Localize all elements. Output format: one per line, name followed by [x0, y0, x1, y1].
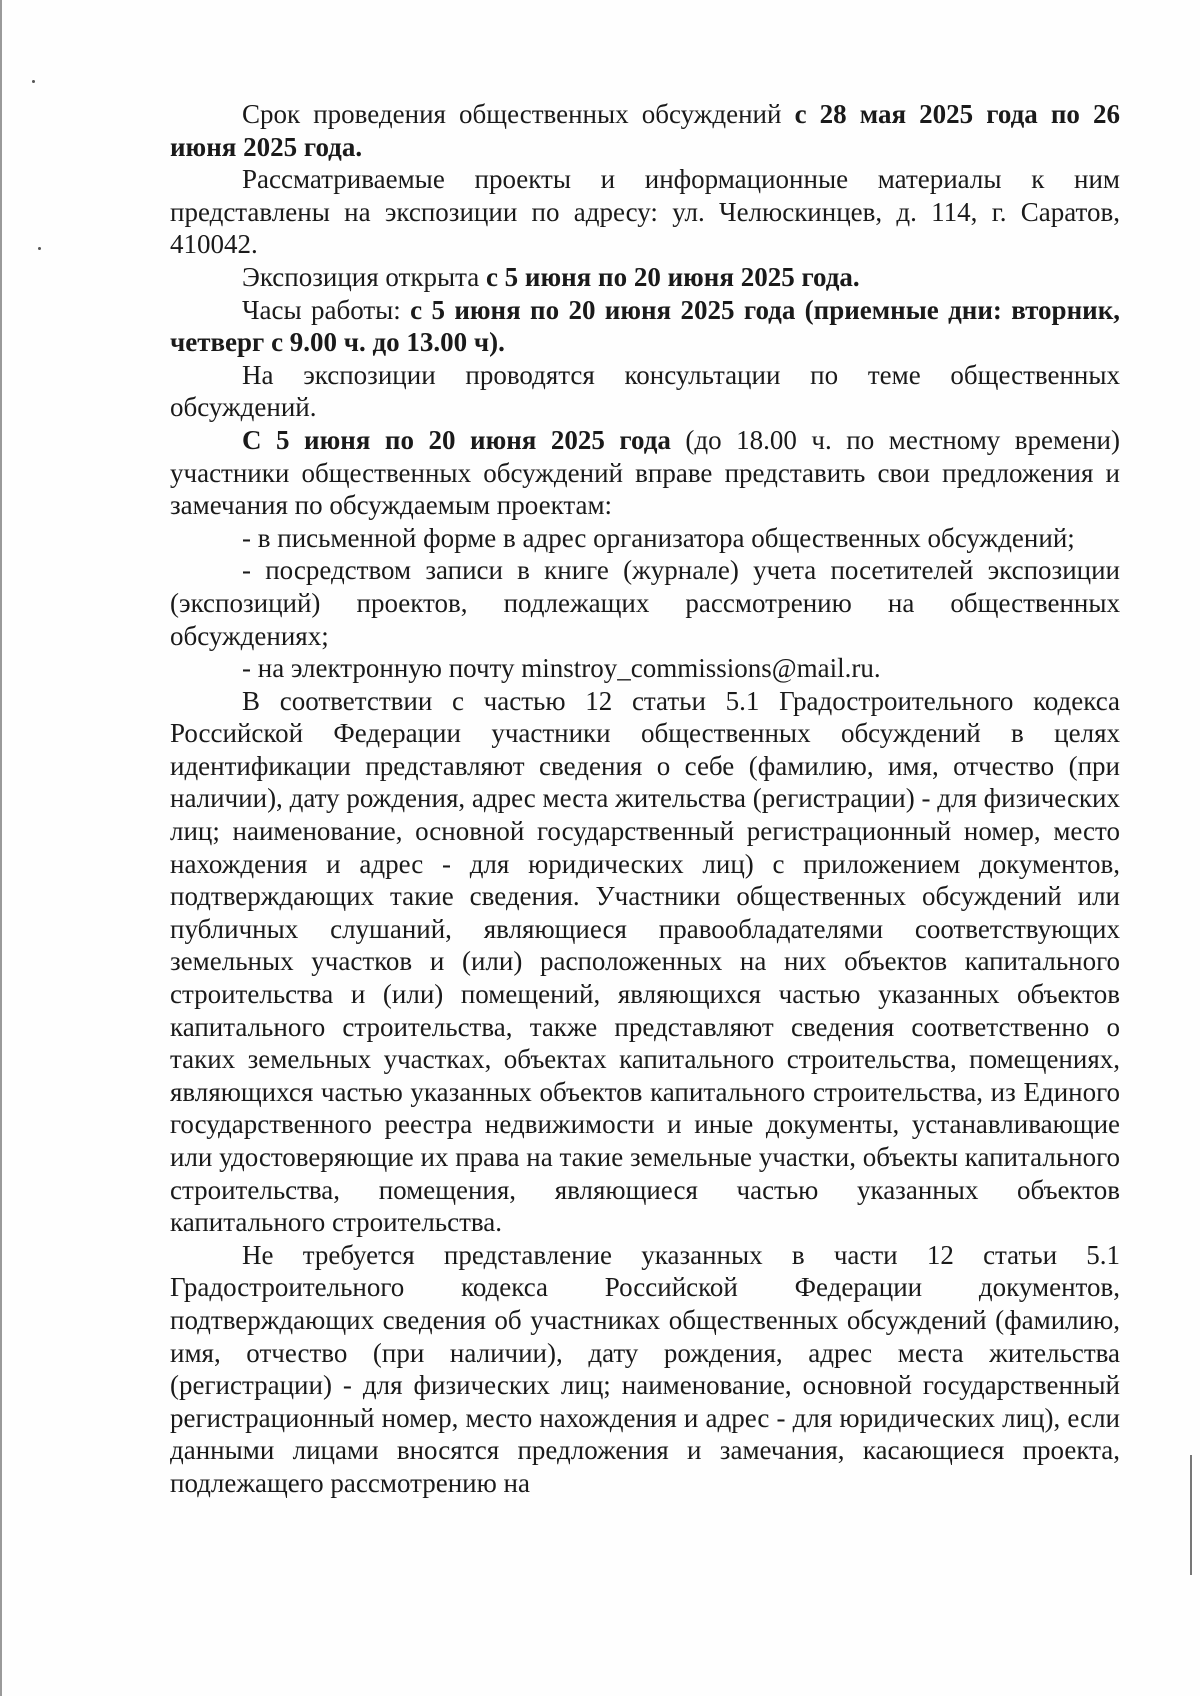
paragraph-materials-text: Рассматриваемые проекты и информационные материалы к ним представлены на экспозиции по адресу: ул. Челюскинцев, д. 114, г. Саратов, 410042.	[170, 164, 1120, 260]
paragraph-consultations-text: На экспозиции проводятся консультации по теме общественных обсуждений.	[170, 359, 1120, 423]
scan-edge-right	[1190, 1455, 1192, 1575]
paragraph-submissions-dates: С 5 июня по 20 июня 2025 года	[242, 424, 671, 455]
paragraph-period-dates: с 28 мая 2025 года по 26 июня 2025 года.	[170, 99, 1120, 162]
list-item-written	[170, 522, 1120, 555]
document-body	[170, 98, 1120, 1500]
paragraph-period-text: Срок проведения общественных обсуждений	[242, 99, 795, 129]
scan-edge-left	[0, 0, 2, 1696]
paragraph-not-required-text: Не требуется представление указанных в части 12 статьи 5.1 Градостроительного кодекса Российской Федерации документов, подтверждающих сведения об участниках общественных обсуждений (фамилию, имя, отчество (при наличии), дату рождения, адрес места жительства (регистрации) - для физических лиц; наименование, основной государственный регистрационный номер, место нахождения и адрес - для юридических лиц), если данными лицами вносятся предложения и замечания, касающиеся проекта, подлежащего рассмотрению на	[170, 1239, 1120, 1498]
paragraph-not-required	[170, 1239, 1120, 1500]
scan-speck	[32, 80, 35, 83]
paragraph-identification	[170, 685, 1120, 1239]
paragraph-period	[170, 98, 1120, 163]
scan-speck	[38, 247, 41, 250]
paragraph-hours	[170, 294, 1120, 359]
paragraph-submissions-text: (до 18.00 ч. по местному времени) участники общественных обсуждений вправе представить свои предложения и замечания по обсуждаемым проектам:	[170, 424, 1120, 521]
list-item-email	[170, 652, 1120, 685]
list-item-journal	[170, 554, 1120, 652]
paragraph-consultations	[170, 359, 1120, 424]
list-item-written-text: - в письменной форме в адрес организатора общественных обсуждений;	[242, 522, 1075, 553]
paragraph-hours-value: с 5 июня по 20 июня 2025 года (приемные дни: вторник, четверг с 9.00 ч. до 13.00 ч).	[170, 294, 1120, 358]
list-item-email-text: - на электронную почту minstroy_commissions@mail.ru.	[242, 653, 881, 684]
list-item-journal-text: - посредством записи в книге (журнале) учета посетителей экспозиции (экспозиций) проектов, подлежащих рассмотрению на общественных обсуждениях;	[170, 555, 1120, 651]
paragraph-exposition-open	[170, 261, 1120, 294]
paragraph-hours-label: Часы работы:	[242, 294, 411, 325]
paragraph-exposition-open-text: Экспозиция открыта	[242, 261, 486, 292]
paragraph-materials	[170, 163, 1120, 261]
paragraph-exposition-open-dates: с 5 июня по 20 июня 2025 года.	[485, 261, 860, 292]
paragraph-identification-text: В соответствии с частью 12 статьи 5.1 Градостроительного кодекса Российской Федерации участники общественных обсуждений в целях идентификации представляют сведения о себе (фамилию, имя, отчество (при наличии), дату рождения, адрес места жительства (регистрации) - для физических лиц; наименование, основной государственный регистрационный номер, место нахождения и адрес - для юридических лиц) с приложением документов, подтверждающих такие сведения. Участники общественных обсуждений или публичных слушаний, являющиеся правообладателями соответствующих земельных участков и (или) расположенных на них объектов капитального строительства и (или) помещений, являющихся частью указанных объектов капитального строительства, также представляют сведения соответственно о таких земельных участках, объектах капитального строительства, помещениях, являющихся частью указанных объектов капитального строительства, из Единого государственного реестра недвижимости и иные документы, устанавливающие или удостоверяющие их права на такие земельные участки, объекты капитального строительства, помещения, являющиеся частью указанных объектов капитального строительства.	[170, 685, 1120, 1238]
paragraph-submissions	[170, 424, 1120, 522]
